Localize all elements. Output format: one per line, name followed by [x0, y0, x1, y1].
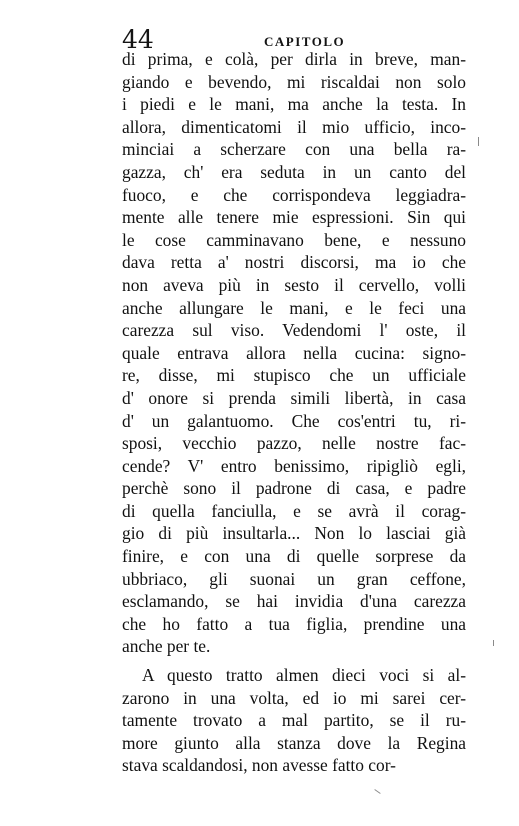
text-line: more giunto alla stanza dove la Regina	[122, 732, 466, 753]
text-line: di prima, e colà, per dirla in breve, man-	[122, 49, 466, 69]
text-line: gio di più insultarla... Non lo lasciai già	[122, 523, 466, 544]
text-line: dava retta a' nostri discorsi, ma io che	[122, 252, 466, 273]
page-number: 44	[122, 25, 154, 54]
margin-mark	[493, 640, 494, 646]
text-line: sposi, vecchio pazzo, nelle nostre fac-	[122, 433, 466, 454]
text-line: anche allungare le mani, e le feci una	[122, 297, 466, 318]
running-head: CAPITOLO	[264, 34, 346, 49]
text-line: perchè sono il padrone di casa, e padre	[122, 478, 466, 499]
text-line: fuoco, e che corrispondeva leggiadra-	[122, 184, 466, 205]
text-line: stava scaldandosi, non avesse fatto cor-	[122, 755, 396, 776]
text-line: cende? V' entro benissimo, ripigliò egli,	[122, 455, 466, 476]
text-line: i piedi e le mani, ma anche la testa. In	[122, 94, 466, 115]
text-line: finire, e con una di quelle sorprese da	[122, 546, 466, 567]
text-line: gazza, ch' era seduta in un canto del	[122, 161, 466, 182]
text-line: allora, dimenticatomi il mio ufficio, inco-	[122, 116, 466, 137]
paragraph-1	[122, 48, 466, 658]
text-line: le cose camminavano bene, e nessuno	[122, 229, 466, 250]
margin-mark	[478, 137, 479, 146]
text-line: esclamando, se hai invidia d'una carezza	[122, 591, 466, 612]
text-line: zarono in una volta, ed io mi sarei cer-	[122, 687, 466, 708]
text-line: A questo tratto almen dieci voci si al-	[142, 665, 466, 686]
text-line: non aveva più in sesto il cervello, volli	[122, 274, 466, 295]
text-line: d' un galantuomo. Che cos'entri tu, ri-	[122, 410, 466, 431]
text-line: re, disse, mi stupisco che un ufficiale	[122, 365, 466, 386]
body-text	[122, 48, 466, 777]
text-line: giando e bevendo, mi riscaldai non solo	[122, 71, 466, 92]
text-line: d' onore si prenda simili libertà, in casa	[122, 387, 466, 408]
text-line: ubbriaco, gli suonai un gran ceffone,	[122, 568, 466, 589]
text-line: carezza sul viso. Vedendomi l' oste, il	[122, 320, 466, 341]
text-line: anche per te.	[122, 636, 211, 657]
text-line: mente alle tenere mie espressioni. Sin qui	[122, 207, 466, 228]
text-line: di quella fanciulla, e se avrà il corag-	[122, 500, 466, 521]
text-line: che ho fatto a tua figlia, prendine una	[122, 613, 466, 634]
text-line: minciai a scherzare con una bella ra-	[122, 139, 466, 160]
paragraph-2	[122, 664, 466, 777]
text-line: quale entrava allora nella cucina: signo-	[122, 342, 466, 363]
text-line: tamente trovato a mal partito, se il ru-	[122, 710, 466, 731]
margin-mark	[374, 789, 380, 794]
